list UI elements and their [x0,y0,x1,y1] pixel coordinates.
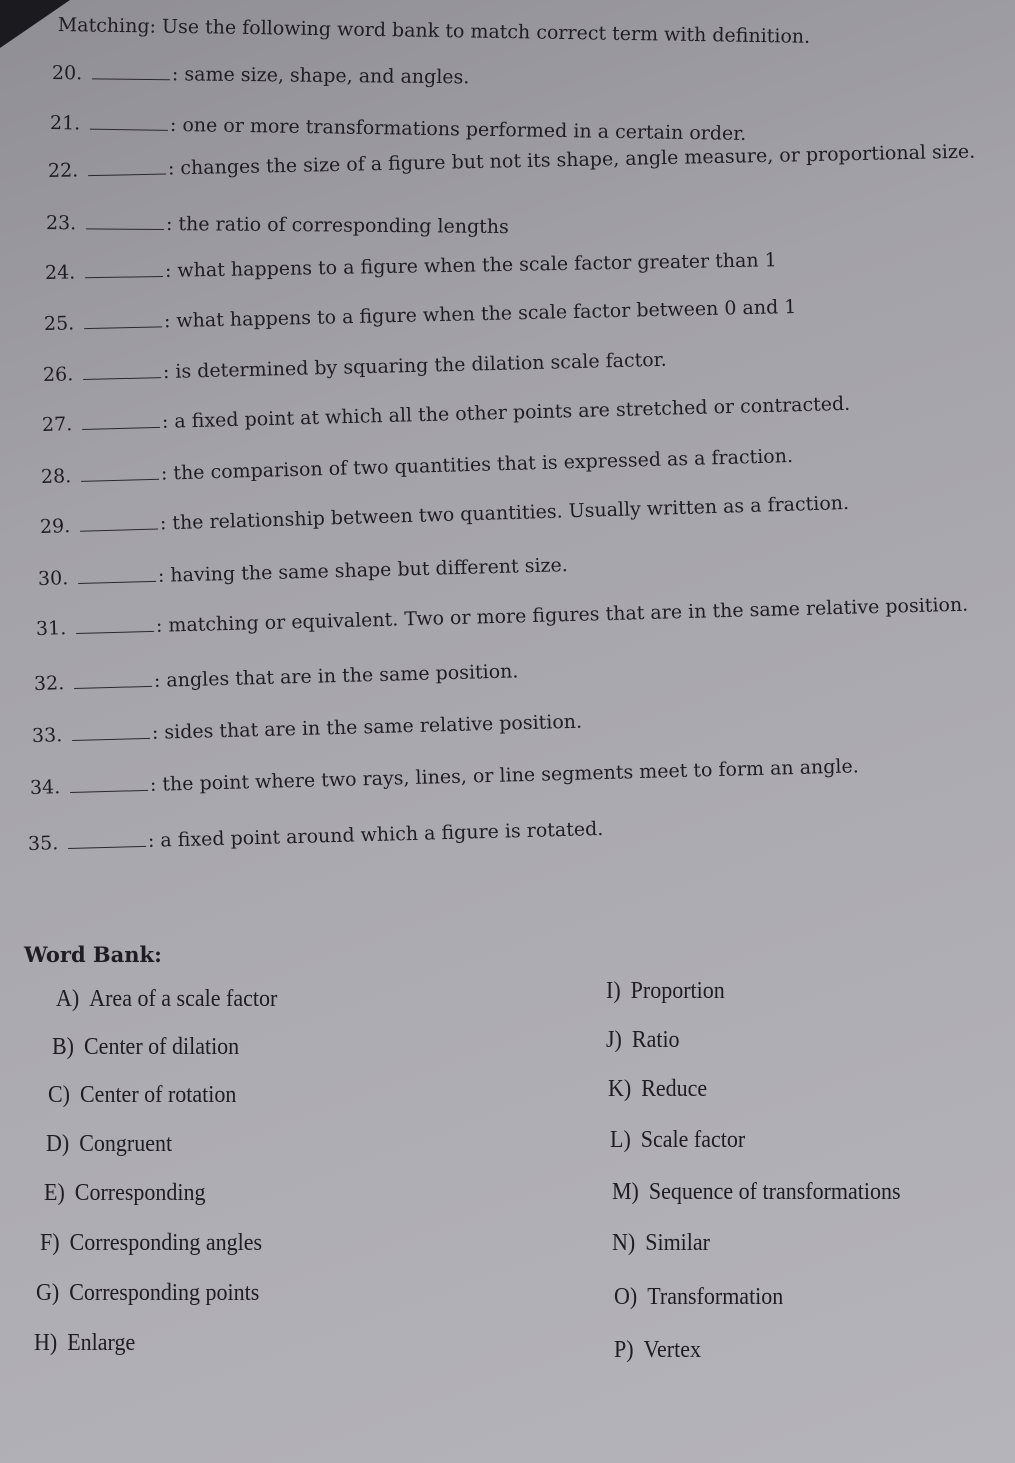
question-34 [30,755,859,799]
word-bank-item [608,1073,707,1102]
question-31 [36,594,969,640]
word-bank-letter: B) [52,1031,74,1060]
word-bank-term: Corresponding angles [69,1227,263,1256]
word-bank-term: Similar [645,1227,710,1256]
word-bank-term: Congruent [79,1128,173,1157]
word-bank-letter: H) [34,1327,58,1356]
question-24 [45,249,777,284]
answer-blank[interactable] [86,214,164,230]
answer-blank[interactable] [74,672,152,689]
word-bank-term: Area of a scale factor [89,983,278,1012]
question-definition: : angles that are in the same position. [153,660,519,692]
word-bank-item [606,1024,680,1053]
question-26 [43,349,667,386]
answer-blank[interactable] [82,413,160,430]
question-number: 27. [41,413,73,436]
word-bank-term: Corresponding [74,1177,206,1206]
question-21 [50,112,747,145]
question-27 [42,393,851,436]
question-definition: : the ratio of corresponding lengths [165,213,509,239]
word-bank-letter: K) [608,1073,632,1102]
word-bank-term: Corresponding points [69,1277,260,1306]
answer-blank[interactable] [70,776,148,793]
answer-blank[interactable] [80,515,158,532]
question-32 [34,660,519,695]
question-25 [44,296,797,335]
word-bank-term: Ratio [631,1024,680,1053]
answer-blank[interactable] [76,617,154,634]
word-bank-term: Vertex [643,1334,701,1363]
question-definition: : the relationship between two quantities. Usually written as a fraction. [159,491,850,535]
word-bank-item [56,983,277,1012]
question-number: 22. [47,159,79,182]
question-29 [40,492,850,538]
question-definition: : is determined by squaring the dilation scale factor. [162,348,667,384]
word-bank-item [40,1227,262,1256]
question-definition: : same size, shape, and angles. [171,63,470,89]
question-definition: : the comparison of two quantities that is expressed as a fraction. [160,444,794,485]
word-bank-letter: L) [610,1124,631,1153]
word-bank-letter: I) [606,975,621,1004]
answer-blank[interactable] [84,312,162,329]
word-bank-term: Proportion [630,975,725,1004]
word-bank-letter: C) [48,1079,70,1108]
word-bank-item [48,1079,236,1108]
word-bank-letter: G) [36,1277,60,1306]
word-bank-item [614,1281,783,1310]
answer-blank[interactable] [85,262,163,278]
question-definition: : sides that are in the same relative position. [151,710,583,744]
question-definition: : what happens to a figure when the scale factor greater than 1 [164,249,777,282]
question-number: 28. [40,465,72,488]
question-definition: : one or more transformations performed in a certain order. [169,113,747,145]
word-bank-title: Word Bank: [24,942,162,967]
word-bank-item [612,1227,710,1256]
word-bank-letter: F) [40,1227,60,1256]
question-definition: : the point where two rays, lines, or line segments meet to form an angle. [149,755,860,796]
word-bank-item [36,1277,259,1306]
question-definition: : having the same shape but different size. [157,554,569,587]
word-bank-item [44,1177,206,1206]
question-number: 34. [29,776,61,799]
word-bank-item [612,1176,901,1205]
word-bank-letter: P) [614,1334,634,1363]
question-number: 21. [49,112,81,135]
question-28 [41,445,794,488]
answer-blank[interactable] [72,724,150,741]
question-definition: : a fixed point at which all the other points are stretched or contracted. [161,392,851,433]
question-number: 24. [44,261,76,284]
word-bank-term: Reduce [641,1073,708,1102]
question-22 [48,141,976,182]
question-number: 26. [42,363,74,386]
word-bank-item [52,1031,239,1060]
answer-blank[interactable] [92,64,170,80]
question-30 [38,554,568,590]
answer-blank[interactable] [88,160,166,177]
question-20 [52,62,470,88]
word-bank-term: Scale factor [640,1124,746,1153]
word-bank-letter: N) [612,1227,636,1256]
question-35 [28,818,604,855]
question-number: 30. [37,567,69,590]
word-bank-letter: D) [46,1128,70,1157]
answer-blank[interactable] [78,567,156,584]
word-bank-term: Enlarge [67,1327,136,1356]
answer-blank[interactable] [81,465,159,482]
word-bank-letter: M) [612,1176,639,1205]
word-bank-term: Center of dilation [84,1031,240,1060]
word-bank-term: Sequence of transformations [648,1176,901,1205]
word-bank-item [610,1124,745,1153]
word-bank-item [34,1327,135,1356]
word-bank-term: Center of rotation [80,1079,237,1108]
question-definition: : what happens to a figure when the scale factor between 0 and 1 [163,295,797,333]
question-number: 32. [33,672,65,695]
question-23 [46,212,509,238]
answer-blank[interactable] [83,363,161,380]
word-bank-term: Transformation [647,1281,784,1310]
answer-blank[interactable] [68,832,146,849]
question-number: 35. [27,832,59,855]
question-33 [32,711,583,747]
answer-blank[interactable] [90,115,168,131]
word-bank-item [46,1128,172,1157]
instructions-header: Matching: Use the following word bank to match correct term with definition. [57,14,811,48]
question-number: 20. [51,62,83,85]
question-number: 25. [43,312,75,335]
question-number: 23. [45,212,77,235]
question-definition: : changes the size of a figure but not its shape, angle measure, or proportional size. [167,140,976,180]
question-definition: : a fixed point around which a figure is rotated. [147,817,604,852]
word-bank-item [606,975,725,1004]
word-bank-letter: A) [56,983,80,1012]
word-bank-letter: E) [44,1177,65,1206]
question-definition: : matching or equivalent. Two or more figures that are in the same relative position. [155,593,969,637]
word-bank-letter: J) [606,1024,622,1053]
question-number: 33. [31,724,63,747]
word-bank-item [614,1334,701,1363]
word-bank-letter: O) [614,1281,638,1310]
question-number: 29. [39,515,71,538]
question-number: 31. [35,617,67,640]
